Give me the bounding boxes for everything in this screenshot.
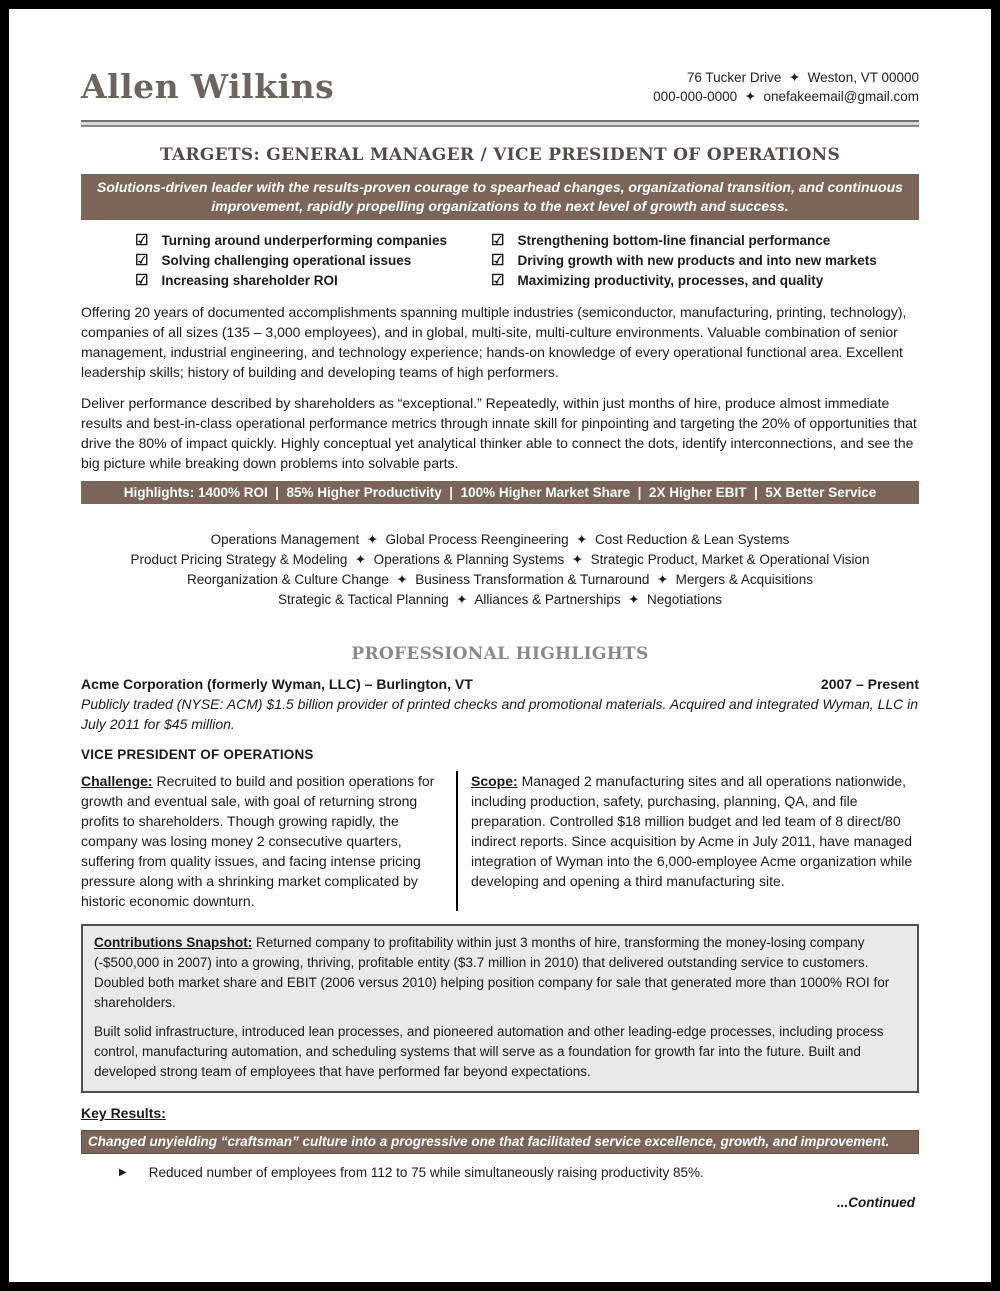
snapshot-paragraph-2: Built solid infrastructure, introduced lean processes, and pioneered automation and other leading-edge processes, including process control, manufacturing automation, and scheduling systems that will serve as a foundation for growth far into the future. Built and developed strong team of employees that have performed far beyond expectations. <box>94 1024 884 1079</box>
skills-line: Strategic & Tactical Planning ✦ Alliances & Partnerships ✦ Negotiations <box>277 592 723 607</box>
check-item <box>135 231 491 251</box>
summary-paragraph-2: Deliver performance described by shareholders as “exceptional.” Repeatedly, within just months of hire, produce almost immediate results and best-in-class operational performance metrics through innate skill for pinpointing and targeting the 20% of opportunities that drive the 80% of impact quickly. Highly conceptual yet analytical thinker able to connect the dots, identify interconnections, and see the big picture while breaking down problems into solvable parts. <box>81 395 917 471</box>
contact-address-line: 76 Tucker Drive ✦ Weston, VT 00000 <box>686 70 919 85</box>
key-results-label: Key Results: <box>81 1105 166 1121</box>
targets-title: TARGETS: GENERAL MANAGER / VICE PRESIDENT OF OPERATIONS <box>159 145 841 165</box>
checked-checkbox-icon: ☑ <box>135 232 149 249</box>
key-results-heading <box>81 1105 919 1121</box>
check-item-label: Turning around underperforming companies <box>161 233 447 248</box>
checked-checkbox-icon: ☑ <box>135 252 149 269</box>
key-result-bullet-item <box>81 1163 919 1183</box>
summary-banner: Solutions-driven leader with the results-proven courage to spearhead changes, organizational transition, and continuous improvement, rapidly propelling organizations to the next level of growth and success. <box>81 174 919 220</box>
checked-checkbox-icon: ☑ <box>491 252 505 269</box>
snapshot-label: Contributions Snapshot: <box>94 935 253 950</box>
skills-line: Reorganization & Culture Change ✦ Business Transformation & Turnaround ✦ Mergers & Acquisitions <box>187 572 813 587</box>
skills-line: Product Pricing Strategy & Modeling ✦ Operations & Planning Systems ✦ Strategic Product, Market & Operational Vision <box>130 552 870 567</box>
key-result-bullet-text: Reduced number of employees from 112 to 75 while simultaneously raising productivity 85%. <box>148 1165 704 1180</box>
challenge-label: Challenge: <box>81 773 153 789</box>
company-row <box>81 676 919 692</box>
checked-checkbox-icon: ☑ <box>135 272 149 289</box>
employment-dates: 2007 – Present <box>820 676 919 692</box>
check-item <box>491 271 919 291</box>
skills-list <box>81 530 919 610</box>
check-item <box>135 251 491 271</box>
checklist-right-column <box>491 231 919 291</box>
resume-content <box>9 67 991 1210</box>
check-item-label: Increasing shareholder ROI <box>161 273 338 288</box>
check-item <box>491 231 919 251</box>
summary-paragraph-1: Offering 20 years of documented accomplishments spanning multiple industries (semiconductor, manufacturing, printing, technology), companies of all sizes (135 – 3,000 employees), and in global, multi-site, multi-culture environments. Valuable combination of senior management, industrial engineering, and technology experience; hands-on knowledge of every operational functional area. Excellent leadership skills; history of building and developing teams of high performers. <box>81 304 907 380</box>
continued-note: ...Continued <box>837 1195 915 1210</box>
check-item <box>135 271 491 291</box>
challenge-column <box>81 771 456 911</box>
professional-highlights-title: PROFESSIONAL HIGHLIGHTS <box>351 644 649 664</box>
company-name: Acme Corporation (formerly Wyman, LLC) – Burlington, VT <box>81 676 473 692</box>
company-description: Publicly traded (NYSE: ACM) $1.5 billion provider of printed checks and promotional materials. Acquired and integrated Wyman, LLC in July 2011 for $45 million. <box>81 696 919 732</box>
check-item-label: Maximizing productivity, processes, and quality <box>517 273 824 288</box>
triangle-bullet-icon: ▶ <box>119 1167 127 1178</box>
scope-column <box>456 771 919 911</box>
challenge-text: Recruited to build and position operations for growth and eventual sale, with goal of returning strong profits to shareholders. Though growing rapidly, the company was losing money 2 consecutive quarters, suffering from quality issues, and facing intense pricing pressure along with a shrinking market complicated by historic economic downturn. <box>81 773 435 909</box>
header <box>81 67 919 106</box>
check-item <box>491 251 919 271</box>
contact-phone-email-line: 000-000-0000 ✦ onefakeemail@gmail.com <box>653 89 919 104</box>
snapshot-paragraph-1 <box>94 933 906 1013</box>
highlights-banner: Highlights: 1400% ROI | 85% Higher Productivity | 100% Higher Market Share | 2X Higher EBIT | 5X Better Service <box>81 481 919 504</box>
header-divider-rule <box>81 120 919 127</box>
checklist-left-column <box>135 231 491 291</box>
snapshot-text: Returned company to profitability within just 3 months of hire, transforming the money-losing company (-$500,000 in 2007) into a growing, thriving, profitable entity ($3.7 million in 2010) that delivered outstanding service to customers. Doubled both market share and EBIT (2006 versus 2010) helping position company for sale that generated more than 1000% ROI for shareholders. <box>94 935 890 1010</box>
contact-block <box>653 68 919 106</box>
targets-checklist <box>135 231 919 291</box>
check-item-label: Strengthening bottom-line financial performance <box>517 233 831 248</box>
checked-checkbox-icon: ☑ <box>491 232 505 249</box>
key-result-banner: Changed unyielding “craftsman” culture into a progressive one that facilitated service excellence, growth, and improvement. <box>81 1130 919 1154</box>
checked-checkbox-icon: ☑ <box>491 272 505 289</box>
skills-line: Operations Management ✦ Global Process Reengineering ✦ Cost Reduction & Lean Systems <box>210 532 790 547</box>
job-title: VICE PRESIDENT OF OPERATIONS <box>81 747 314 762</box>
scope-text: Managed 2 manufacturing sites and all operations nationwide, including production, safety, purchasing, planning, QA, and file preparation. Controlled $18 million budget and led team of 8 direct/80 indirect reports. Since acquisition by Acme in July 2011, have managed integration of Wyman into the 6,000-employee Acme organization while developing and opening a third manufacturing site. <box>471 773 913 889</box>
candidate-name: Allen Wilkins <box>81 67 335 106</box>
contributions-snapshot-box <box>81 924 919 1093</box>
challenge-scope-columns <box>81 771 919 911</box>
check-item-label: Solving challenging operational issues <box>161 253 412 268</box>
check-item-label: Driving growth with new products and into new markets <box>517 253 877 268</box>
scope-label: Scope: <box>471 773 518 789</box>
